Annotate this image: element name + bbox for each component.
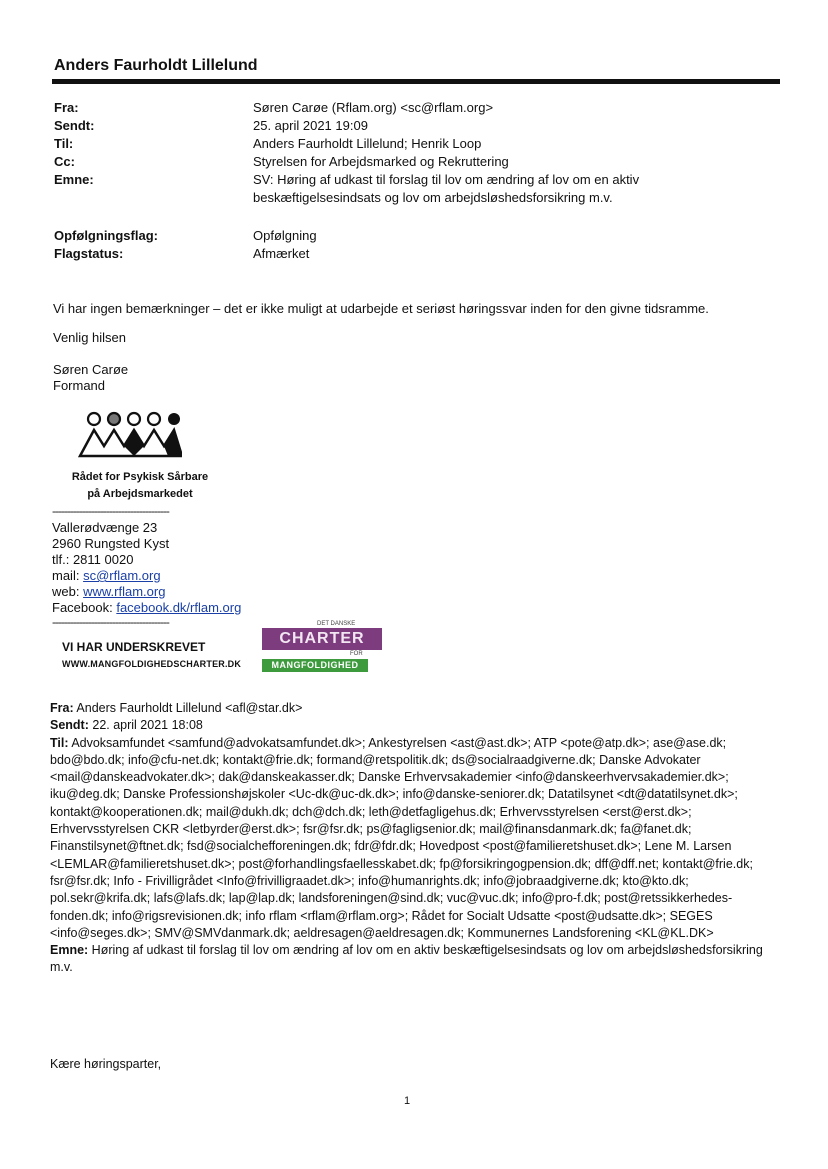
email-body: Vi har ingen bemærkninger – det er ikke muligt at udarbejde et seriøst høringssvar inden for den givne tidsramme. bbox=[53, 301, 709, 316]
to-label: Til: bbox=[50, 735, 69, 750]
address-city: 2960 Rungsted Kyst bbox=[52, 536, 170, 551]
charter-badge-text bbox=[62, 640, 241, 669]
subject-label: Emne: bbox=[50, 943, 89, 958]
header-label: Til: bbox=[54, 136, 74, 151]
header-value: Anders Faurholdt Lillelund; Henrik Loop bbox=[253, 136, 482, 151]
mail-label: mail: bbox=[52, 568, 84, 583]
forwarded-to bbox=[50, 735, 780, 943]
page-number: 1 bbox=[404, 1095, 411, 1107]
charter-logo-for: FOR bbox=[350, 651, 363, 657]
header-label: Sendt: bbox=[54, 118, 95, 133]
header-rule bbox=[52, 79, 780, 84]
sent-label: Sendt: bbox=[50, 718, 89, 733]
header-value: beskæftigelsesindsats og lov om arbejdsløshedsforsikring m.v. bbox=[253, 190, 613, 205]
phone-number: tlf.: 2811 0020 bbox=[52, 552, 134, 567]
subject-value: Høring af udkast til forslag til lov om ændring af lov om en aktiv beskæftigelsesindsats og lov om arbejdsløshedsforsikring m.v. bbox=[50, 943, 763, 975]
web-label: web: bbox=[52, 584, 84, 599]
separator-line: --------------------------------------- bbox=[52, 504, 169, 518]
web-line bbox=[52, 584, 165, 600]
header-label: Cc: bbox=[54, 154, 75, 169]
facebook-link[interactable]: facebook.dk/rflam.org bbox=[116, 600, 242, 615]
header-value: Styrelsen for Arbejdsmarked og Rekruttering bbox=[253, 154, 509, 169]
signer-name: Søren Carøe bbox=[53, 362, 129, 377]
header-value: 25. april 2021 19:09 bbox=[253, 118, 368, 133]
charter-signed-text: VI HAR UNDERSKREVET bbox=[62, 640, 206, 654]
header-label: Opfølgningsflag: bbox=[54, 228, 158, 243]
address-street: Vallerødvænge 23 bbox=[52, 520, 158, 535]
charter-logo bbox=[262, 621, 382, 677]
header-value: Opfølgning bbox=[253, 228, 317, 243]
charter-logo-main: CHARTER bbox=[262, 628, 382, 650]
charter-url: WWW.MANGFOLDIGHEDSCHARTER.DK bbox=[62, 659, 242, 669]
header-label: Flagstatus: bbox=[54, 246, 124, 261]
forwarded-email bbox=[50, 700, 780, 977]
header-value: Søren Carøe (Rflam.org) <sc@rflam.org> bbox=[253, 100, 494, 115]
forwarded-sent bbox=[50, 717, 780, 734]
facebook-line bbox=[52, 600, 241, 616]
web-link[interactable]: www.rflam.org bbox=[83, 584, 166, 599]
header-value: Afmærket bbox=[253, 246, 310, 261]
to-value: Advoksamfundet <samfund@advokatsamfundet.dk>; Ankestyrelsen <ast@ast.dk>; ATP <pote@atp.dk>; ase@ase.dk; bdo@bdo.dk; info@cfu-net.dk; kontakt@frie.dk; formand@retspolitik.dk; ds@socialraadgiverne.dk; Danske Advokater <mail@danskeadvokater.dk>; dak@danskeakasser.dk; Danske Erhvervsakademier <info@danskeerhvervsakademier.dk>; iku@deg.dk; Danske Professionshøjskoler <Uc-dk@uc-dk.dk>; info@danske-seniorer.dk; Datatilsynet <dt@datatilsynet.dk>; kontakt@kooperationen.dk; mail@dukh.dk; dch@dch.dk; leth@detfagligehus.dk; Erhvervsstyrelsen <erst@erst.dk>; Erhvervsstyrelsen CKR <letbyrder@erst.dk>; fsr@fsr.dk; ps@fagligsenior.dk; mail@finansdanmark.dk; fa@fanet.dk; Finanstilsynet@ftnet.dk; fsd@socialchefforeningen.dk; fdr@fdr.dk; Hovedpost <post@familieretshuset.dk>; Lene M. Larsen <LEMLAR@familieretshuset.dk>; post@forhandlingsfaellesskabet.dk; fp@forsikringogpension.dk; dff@dff.net; kontakt@frie.dk; fsr@fsr.dk; Info - Frivilligrådet <Info@frivilligraadet.dk>; info@humanrights.dk; info@jobraadgiverne.dk; kto@kto.dk; pol.sekr@krifa.dk; lafs@lafs.dk; lap@lap.dk; landsforeningen@sind.dk; vuc@vuc.dk; info@pro-f.dk; post@retssikkerhedes-fonden.dk; info@rigsrevisionen.dk; info rflam <rflam@rflam.org>; Rådet for Socialt Udsatte <post@udsatte.dk>; SEGES <info@seges.dk>; SMV@SMVdanmark.dk; aeldresagen@aeldresagen.dk; Kommunernes Landsforening <KL@KL.DK> bbox=[50, 735, 753, 940]
mail-link[interactable]: sc@rflam.org bbox=[83, 568, 161, 583]
forwarded-subject bbox=[50, 942, 780, 977]
email-sender-name: Anders Faurholdt Lillelund bbox=[54, 57, 258, 74]
from-value: Anders Faurholdt Lillelund <afl@star.dk> bbox=[73, 701, 303, 715]
signer-title: Formand bbox=[53, 378, 106, 393]
sent-value: 22. april 2021 18:08 bbox=[88, 718, 203, 733]
org-name-line2: på Arbejdsmarkedet bbox=[87, 488, 193, 500]
charter-logo-bottom: MANGFOLDIGHED bbox=[262, 659, 368, 672]
separator-line: --------------------------------------- bbox=[52, 615, 169, 629]
forwarded-from bbox=[50, 700, 780, 717]
header-value: SV: Høring af udkast til forslag til lov om ændring af lov om en aktiv bbox=[253, 172, 640, 187]
header-label: Emne: bbox=[54, 172, 94, 187]
mail-line bbox=[52, 568, 161, 584]
facebook-label: Facebook: bbox=[52, 600, 117, 615]
header-label: Fra: bbox=[54, 100, 79, 115]
org-name-line1: Rådet for Psykisk Sårbare bbox=[71, 471, 209, 483]
greeting: Kære høringsparter, bbox=[50, 1057, 162, 1071]
from-label: Fra: bbox=[50, 701, 74, 715]
email-closing: Venlig hilsen bbox=[53, 330, 126, 345]
charter-logo-top: DET DANSKE bbox=[317, 621, 356, 627]
organization-logo bbox=[78, 410, 182, 460]
